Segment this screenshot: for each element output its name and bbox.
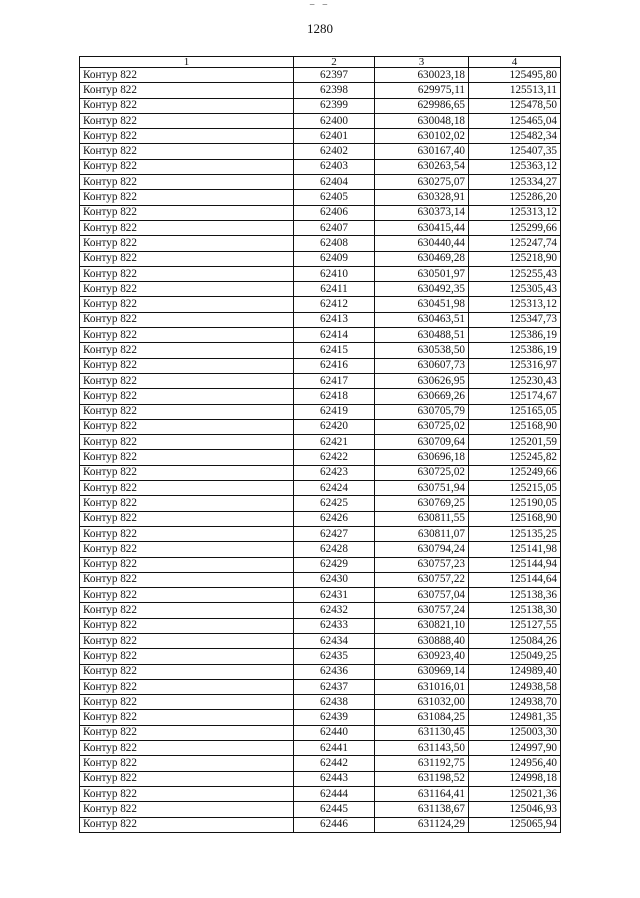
y-coordinate-cell: 125138,36 [469,588,561,603]
x-coordinate-cell: 630757,22 [375,572,469,587]
x-coordinate-cell: 631016,01 [375,679,469,694]
point-number-cell: 62407 [294,220,375,235]
y-coordinate-cell: 124997,90 [469,741,561,756]
table-row [80,373,561,388]
x-coordinate-cell: 630696,18 [375,450,469,465]
y-coordinate-cell: 125465,04 [469,113,561,128]
contour-name-cell: Контур 822 [80,710,294,725]
contour-name-cell: Контур 822 [80,588,294,603]
y-coordinate-cell: 125065,94 [469,817,561,832]
x-coordinate-cell: 630669,26 [375,389,469,404]
point-number-cell: 62431 [294,588,375,603]
table-row [80,205,561,220]
contour-name-cell: Контур 822 [80,419,294,434]
table-row [80,664,561,679]
table-row [80,404,561,419]
contour-name-cell: Контур 822 [80,190,294,205]
table-row [80,343,561,358]
table-row [80,328,561,343]
y-coordinate-cell: 125245,82 [469,450,561,465]
point-number-cell: 62404 [294,175,375,190]
point-number-cell: 62437 [294,679,375,694]
y-coordinate-cell: 125249,66 [469,465,561,480]
x-coordinate-cell: 630167,40 [375,144,469,159]
coordinates-table [79,56,561,833]
point-number-cell: 62425 [294,496,375,511]
y-coordinate-cell: 124981,35 [469,710,561,725]
point-number-cell: 62426 [294,511,375,526]
y-coordinate-cell: 125168,90 [469,511,561,526]
x-coordinate-cell: 631164,41 [375,786,469,801]
contour-name-cell: Контур 822 [80,83,294,98]
contour-name-cell: Контур 822 [80,481,294,496]
point-number-cell: 62401 [294,129,375,144]
point-number-cell: 62415 [294,343,375,358]
x-coordinate-cell: 631198,52 [375,771,469,786]
y-coordinate-cell: 125127,55 [469,618,561,633]
table-row [80,68,561,83]
y-coordinate-cell: 125215,05 [469,481,561,496]
point-number-cell: 62408 [294,236,375,251]
point-number-cell: 62444 [294,786,375,801]
contour-name-cell: Контур 822 [80,664,294,679]
y-coordinate-cell: 125513,11 [469,83,561,98]
y-coordinate-cell: 125247,74 [469,236,561,251]
contour-name-cell: Контур 822 [80,572,294,587]
y-coordinate-cell: 125174,67 [469,389,561,404]
point-number-cell: 62414 [294,328,375,343]
y-coordinate-cell: 125003,30 [469,725,561,740]
y-coordinate-cell: 125286,20 [469,190,561,205]
point-number-cell: 62445 [294,802,375,817]
column-header-4: 4 [469,57,561,68]
y-coordinate-cell: 125135,25 [469,526,561,541]
x-coordinate-cell: 630492,35 [375,282,469,297]
contour-name-cell: Контур 822 [80,603,294,618]
table-row [80,481,561,496]
x-coordinate-cell: 630023,18 [375,68,469,83]
contour-name-cell: Контур 822 [80,771,294,786]
contour-name-cell: Контур 822 [80,159,294,174]
table-row [80,190,561,205]
contour-name-cell: Контур 822 [80,404,294,419]
table-row [80,251,561,266]
x-coordinate-cell: 631138,67 [375,802,469,817]
point-number-cell: 62403 [294,159,375,174]
y-coordinate-cell: 125334,27 [469,175,561,190]
point-number-cell: 62436 [294,664,375,679]
contour-name-cell: Контур 822 [80,679,294,694]
contour-name-cell: Контур 822 [80,542,294,557]
table-row [80,649,561,664]
y-coordinate-cell: 125316,97 [469,358,561,373]
y-coordinate-cell: 125141,98 [469,542,561,557]
point-number-cell: 62416 [294,358,375,373]
y-coordinate-cell: 125313,12 [469,297,561,312]
table-row [80,435,561,450]
x-coordinate-cell: 630469,28 [375,251,469,266]
column-header-2: 2 [294,57,375,68]
point-number-cell: 62435 [294,649,375,664]
y-coordinate-cell: 125144,94 [469,557,561,572]
x-coordinate-cell: 630725,02 [375,419,469,434]
y-coordinate-cell: 125495,80 [469,68,561,83]
point-number-cell: 62439 [294,710,375,725]
table-row [80,603,561,618]
contour-name-cell: Контур 822 [80,144,294,159]
x-coordinate-cell: 630923,40 [375,649,469,664]
y-coordinate-cell: 125255,43 [469,266,561,281]
point-number-cell: 62422 [294,450,375,465]
table-row [80,695,561,710]
y-coordinate-cell: 125347,73 [469,312,561,327]
x-coordinate-cell: 631143,50 [375,741,469,756]
x-coordinate-cell: 630969,14 [375,664,469,679]
y-coordinate-cell: 125313,12 [469,205,561,220]
x-coordinate-cell: 630811,55 [375,511,469,526]
point-number-cell: 62411 [294,282,375,297]
x-coordinate-cell: 630263,54 [375,159,469,174]
point-number-cell: 62419 [294,404,375,419]
table-row [80,557,561,572]
x-coordinate-cell: 630373,14 [375,205,469,220]
contour-name-cell: Контур 822 [80,129,294,144]
contour-name-cell: Контур 822 [80,297,294,312]
table-row [80,817,561,832]
column-header-3: 3 [375,57,469,68]
x-coordinate-cell: 630888,40 [375,633,469,648]
x-coordinate-cell: 630440,44 [375,236,469,251]
table-row [80,129,561,144]
point-number-cell: 62410 [294,266,375,281]
y-coordinate-cell: 125407,35 [469,144,561,159]
contour-name-cell: Контур 822 [80,817,294,832]
table-row [80,756,561,771]
y-coordinate-cell: 125165,05 [469,404,561,419]
contour-name-cell: Контур 822 [80,802,294,817]
contour-name-cell: Контур 822 [80,725,294,740]
contour-name-cell: Контур 822 [80,175,294,190]
point-number-cell: 62427 [294,526,375,541]
y-coordinate-cell: 125230,43 [469,373,561,388]
table-row [80,389,561,404]
table-row [80,465,561,480]
table-row [80,98,561,113]
table-row [80,618,561,633]
x-coordinate-cell: 630751,94 [375,481,469,496]
contour-name-cell: Контур 822 [80,358,294,373]
point-number-cell: 62432 [294,603,375,618]
contour-name-cell: Контур 822 [80,618,294,633]
x-coordinate-cell: 630725,02 [375,465,469,480]
point-number-cell: 62399 [294,98,375,113]
point-number-cell: 62428 [294,542,375,557]
table-row [80,511,561,526]
contour-name-cell: Контур 822 [80,205,294,220]
y-coordinate-cell: 125363,12 [469,159,561,174]
point-number-cell: 62433 [294,618,375,633]
table-row [80,542,561,557]
x-coordinate-cell: 631124,29 [375,817,469,832]
page-number: 1280 [307,21,333,36]
y-coordinate-cell: 125144,64 [469,572,561,587]
contour-name-cell: Контур 822 [80,435,294,450]
contour-name-cell: Контур 822 [80,251,294,266]
table-row [80,572,561,587]
point-number-cell: 62409 [294,251,375,266]
y-coordinate-cell: 125021,36 [469,786,561,801]
table-row [80,236,561,251]
point-number-cell: 62412 [294,297,375,312]
table-row [80,220,561,235]
contour-name-cell: Контур 822 [80,511,294,526]
point-number-cell: 62405 [294,190,375,205]
x-coordinate-cell: 630538,50 [375,343,469,358]
y-coordinate-cell: 125190,05 [469,496,561,511]
y-coordinate-cell: 124938,70 [469,695,561,710]
table-row [80,282,561,297]
contour-name-cell: Контур 822 [80,450,294,465]
point-number-cell: 62441 [294,741,375,756]
point-number-cell: 62443 [294,771,375,786]
y-coordinate-cell: 125201,59 [469,435,561,450]
y-coordinate-cell: 125046,93 [469,802,561,817]
point-number-cell: 62420 [294,419,375,434]
contour-name-cell: Контур 822 [80,266,294,281]
table-body [80,68,561,833]
point-number-cell: 62400 [294,113,375,128]
x-coordinate-cell: 629986,65 [375,98,469,113]
y-coordinate-cell: 125299,66 [469,220,561,235]
point-number-cell: 62434 [294,633,375,648]
table-row [80,113,561,128]
point-number-cell: 62397 [294,68,375,83]
contour-name-cell: Контур 822 [80,68,294,83]
table-row [80,741,561,756]
point-number-cell: 62446 [294,817,375,832]
y-coordinate-cell: 125482,34 [469,129,561,144]
x-coordinate-cell: 630709,64 [375,435,469,450]
point-number-cell: 62440 [294,725,375,740]
y-coordinate-cell: 124989,40 [469,664,561,679]
contour-name-cell: Контур 822 [80,236,294,251]
contour-name-cell: Контур 822 [80,557,294,572]
contour-name-cell: Контур 822 [80,389,294,404]
x-coordinate-cell: 630757,24 [375,603,469,618]
contour-name-cell: Контур 822 [80,328,294,343]
point-number-cell: 62438 [294,695,375,710]
x-coordinate-cell: 630275,07 [375,175,469,190]
y-coordinate-cell: 125478,50 [469,98,561,113]
x-coordinate-cell: 630769,25 [375,496,469,511]
point-number-cell: 62430 [294,572,375,587]
table-row [80,144,561,159]
contour-name-cell: Контур 822 [80,786,294,801]
x-coordinate-cell: 630626,95 [375,373,469,388]
table-row [80,725,561,740]
y-coordinate-cell: 125218,90 [469,251,561,266]
x-coordinate-cell: 630705,79 [375,404,469,419]
table-row [80,450,561,465]
point-number-cell: 62442 [294,756,375,771]
x-coordinate-cell: 630488,51 [375,328,469,343]
contour-name-cell: Контур 822 [80,526,294,541]
table-row [80,159,561,174]
table-row [80,771,561,786]
x-coordinate-cell: 631084,25 [375,710,469,725]
x-coordinate-cell: 630048,18 [375,113,469,128]
y-coordinate-cell: 125168,90 [469,419,561,434]
table-row [80,526,561,541]
x-coordinate-cell: 630811,07 [375,526,469,541]
x-coordinate-cell: 630328,91 [375,190,469,205]
contour-name-cell: Контур 822 [80,465,294,480]
table-row [80,297,561,312]
point-number-cell: 62413 [294,312,375,327]
point-number-cell: 62402 [294,144,375,159]
point-number-cell: 62398 [294,83,375,98]
contour-name-cell: Контур 822 [80,633,294,648]
table-row [80,266,561,281]
x-coordinate-cell: 630607,73 [375,358,469,373]
contour-name-cell: Контур 822 [80,220,294,235]
column-header-1: 1 [80,57,294,68]
point-number-cell: 62417 [294,373,375,388]
contour-name-cell: Контур 822 [80,373,294,388]
y-coordinate-cell: 125084,26 [469,633,561,648]
table-row [80,419,561,434]
x-coordinate-cell: 630102,02 [375,129,469,144]
point-number-cell: 62418 [294,389,375,404]
x-coordinate-cell: 630757,04 [375,588,469,603]
table-row [80,175,561,190]
contour-name-cell: Контур 822 [80,741,294,756]
contour-name-cell: Контур 822 [80,756,294,771]
y-coordinate-cell: 124938,58 [469,679,561,694]
table-header-row [80,57,561,68]
table-row [80,802,561,817]
contour-name-cell: Контур 822 [80,98,294,113]
point-number-cell: 62423 [294,465,375,480]
x-coordinate-cell: 631130,45 [375,725,469,740]
x-coordinate-cell: 630463,51 [375,312,469,327]
table-row [80,679,561,694]
point-number-cell: 62429 [294,557,375,572]
table-row [80,358,561,373]
table-row [80,312,561,327]
y-coordinate-cell: 125138,30 [469,603,561,618]
contour-name-cell: Контур 822 [80,695,294,710]
y-coordinate-cell: 125305,43 [469,282,561,297]
contour-name-cell: Контур 822 [80,343,294,358]
x-coordinate-cell: 630451,98 [375,297,469,312]
x-coordinate-cell: 631032,00 [375,695,469,710]
x-coordinate-cell: 630757,23 [375,557,469,572]
contour-name-cell: Контур 822 [80,649,294,664]
table-row [80,710,561,725]
table-row [80,588,561,603]
table-row [80,83,561,98]
x-coordinate-cell: 630415,44 [375,220,469,235]
contour-name-cell: Контур 822 [80,312,294,327]
x-coordinate-cell: 631192,75 [375,756,469,771]
y-coordinate-cell: 124956,40 [469,756,561,771]
top-scan-marks: – – [309,0,331,9]
point-number-cell: 62421 [294,435,375,450]
contour-name-cell: Контур 822 [80,496,294,511]
y-coordinate-cell: 125049,25 [469,649,561,664]
point-number-cell: 62424 [294,481,375,496]
table-row [80,633,561,648]
table-row [80,496,561,511]
x-coordinate-cell: 630794,24 [375,542,469,557]
x-coordinate-cell: 630821,10 [375,618,469,633]
point-number-cell: 62406 [294,205,375,220]
y-coordinate-cell: 124998,18 [469,771,561,786]
x-coordinate-cell: 629975,11 [375,83,469,98]
contour-name-cell: Контур 822 [80,113,294,128]
y-coordinate-cell: 125386,19 [469,343,561,358]
contour-name-cell: Контур 822 [80,282,294,297]
table-row [80,786,561,801]
y-coordinate-cell: 125386,19 [469,328,561,343]
x-coordinate-cell: 630501,97 [375,266,469,281]
